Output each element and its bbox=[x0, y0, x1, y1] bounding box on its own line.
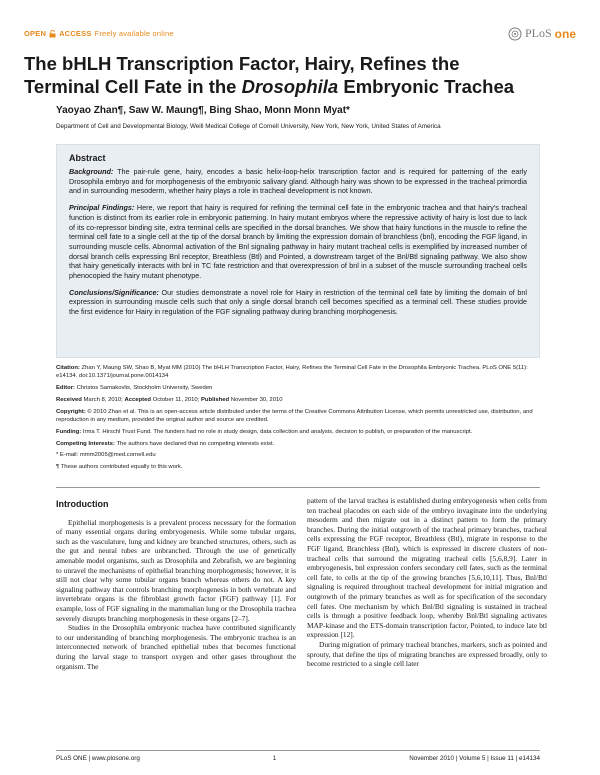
received-label: Received bbox=[56, 396, 82, 403]
editor-label: Editor: bbox=[56, 385, 75, 392]
citation bbox=[56, 364, 540, 381]
background-label: Background: bbox=[69, 167, 114, 176]
page-number: 1 bbox=[272, 755, 277, 762]
abstract-heading: Abstract bbox=[69, 153, 106, 163]
conclusions-text: Our studies demonstrate a novel role for Hairy in restriction of the terminal cell fate by limiting the domain of bnl expression in surrounding muscle cells such that only a single dorsal branch cell becomes specified as a terminal cell. These studies provide the first evidence for Hairy in regulation of the FGF signaling pathway during branching morphogenesis. bbox=[69, 287, 527, 317]
intro-paragraph-2: Studies in the Drosophila embryonic trachea have contributed significantly to our understanding of branching morphogenesis. The embryonic trachea is an interconnected network of branched epithelial tubes that becomes functional during the larval stage to transport oxygen and other gases throughout the organism. The bbox=[56, 623, 296, 671]
logo-plos-text: PLoS bbox=[524, 26, 552, 40]
journal-header bbox=[24, 26, 576, 44]
findings-text: Here, we report that hairy is required for refining the terminal cell fate in the embryonic trachea and that hairy's tracheal function is distinct from its earlier role in embryonic patterning. In hairy mutant embryos where the repressive activity of hairy is lost due to lack of its co-repressor binding site, extra terminal cells are specified in the dorsal branches. We show that hairy functions in the muscle to refine the terminal cell fate to a single cell at the tip of the dorsal branch by limiting the expression domain of branchless (bnl), encoding the FGF ligand, in surrounding muscle cells. Abnormal activation of the Bnl signaling pathway in hairy mutant tracheal cells is exemplified by increased number of dorsal branch cells expressing Bnl receptor, Breathless (Btl) and Pointed, a downstream target of the Bnl/Btl signaling pathway. We also show that hairy genetically interacts with bnl in TC fate restriction and that overexpression of bnl in a subset of the muscle surrounding tracheal cells phenocopied the hairy mutant phenotype. bbox=[69, 203, 527, 281]
dates bbox=[56, 396, 540, 404]
title-line-1: The bHLH Transcription Factor, Hairy, Refines the bbox=[24, 53, 460, 74]
accepted-label: Accepted bbox=[124, 396, 151, 403]
article-metadata bbox=[56, 364, 540, 475]
intro-paragraph-1: Epithelial morphogenesis is a prevalent process necessary for the formation of many essential organs during embryogenesis. While some tubular organs, such as the vasculature, lung and kidney are branched structures, others, such as the gut and neural tubes are unbranched. Through the use of genetically amenable model organisms, such as Drosophila and Zebrafish, we are beginning to unravel the mechanisms of epithelial branching morphogenesis; however, it is still not clear why some tubular organs branch whereas others do not. A key signaling pathway that controls branching morphogenesis in both vertebrate and invertebrate organs is the fibroblast growth factor (FGF) pathway [1]. For example, loss of FGF signaling in the mammalian lung or the Drosophila trachea severely disrupts branching morphogenesis in these organs [2–7]. bbox=[56, 517, 296, 623]
copyright-text: © 2010 Zhan et al. This is an open-access article distributed under the terms of the Creative Commons Attribution License, which permits unrestricted use, distribution, and reproduction in any medium, provided the original author and source are credited. bbox=[56, 408, 533, 423]
copyright-label: Copyright: bbox=[56, 408, 86, 415]
abstract-findings bbox=[69, 203, 527, 281]
findings-label: Principal Findings: bbox=[69, 203, 135, 213]
copyright bbox=[56, 408, 540, 425]
title-line-2-start: Terminal Cell Fate in the bbox=[24, 76, 242, 97]
footer-journal: PLoS ONE | www.plosone.org bbox=[56, 755, 140, 762]
title-species: Drosophila bbox=[241, 76, 339, 97]
published-date: November 30, 2010 bbox=[229, 396, 283, 403]
logo-one-text: one bbox=[554, 26, 576, 41]
author-affiliation: Department of Cell and Developmental Biology, Weill Medical College of Cornell University, New York, New York, United States of America bbox=[56, 123, 441, 130]
abstract-conclusions bbox=[69, 288, 527, 317]
title-line-2-end: Embryonic Trachea bbox=[338, 76, 515, 97]
conclusions-label: Conclusions/Significance: bbox=[69, 287, 159, 297]
editor-text: Christos Samakovlis, Stockholm University, Sweden bbox=[74, 385, 213, 392]
body-column-left bbox=[56, 500, 296, 671]
abstract-background bbox=[69, 167, 527, 196]
intro-paragraph-3: pattern of the larval trachea is established during embryogenesis when cells from ten tracheal placodes on each side of the embryo invaginate into the underlying mesoderm and then migrate out in a distinct pattern to form the primary branches. During the initial outgrowth of the tracheal primary branches, tracheal cells expressing the FGF receptor, Breathless (Btl), migrate in response to the FGF ligand, Branchless (Bnl), which is expressed in discrete clusters of non-tracheal cells that surround the migrating tracheal cells [5,6,8,9]. Later in embryogenesis, bnl expression confers secondary cell fates, such as the terminal cell fate, to cells at the tip of the growing branches [5,6,10,11]. Thus, Bnl/Btl signaling is required throughout tracheal development for initial migration and outgrowth of the primary branches as well as for specification of the secondary cell fates. One mechanism by which Bnl/Btl signaling is sustained in tracheal cells is through a positive feedback loop, whereby Bnl/Btl signaling activates MAP-kinase and the ETS-domain transcription factor, Pointed, to induce late btl expression [12]. bbox=[307, 496, 547, 640]
page-footer bbox=[56, 755, 540, 762]
plos-one-logo bbox=[508, 26, 576, 41]
received-date: March 8, 2010; bbox=[81, 396, 125, 403]
citation-label: Citation: bbox=[56, 365, 80, 371]
competing-text: The authors have declared that no competing interests exist. bbox=[114, 440, 275, 447]
open-label: OPEN bbox=[24, 29, 47, 38]
freely-available-label: Freely available online bbox=[94, 29, 174, 38]
plos-logo-icon bbox=[508, 27, 522, 41]
title-line-2 bbox=[24, 75, 580, 98]
editor bbox=[56, 384, 540, 392]
body-column-right bbox=[307, 496, 547, 669]
funding bbox=[56, 428, 540, 436]
accepted-date: October 11, 2010; bbox=[150, 396, 201, 403]
author-list: Yaoyao Zhan¶, Saw W. Maung¶, Bing Shao, Monn Monn Myat* bbox=[56, 105, 350, 116]
corresponding-email: * E-mail: mmm2005@med.cornell.edu bbox=[56, 452, 156, 459]
funding-label: Funding: bbox=[56, 428, 82, 435]
abstract-box bbox=[56, 144, 540, 358]
citation-text: Zhan Y, Maung SW, Shao B, Myat MM (2010) The bHLH Transcription Factor, Hairy, Refines the Terminal Cell Fate in the Drosophila Embryonic Trachea. PLoS ONE 5(11): e14134. doi:10.1371/journal.pone.0014134 bbox=[56, 365, 528, 380]
section-divider bbox=[56, 487, 540, 488]
article-title bbox=[24, 52, 580, 98]
background-text: The pair-rule gene, hairy, encodes a basic helix-loop-helix transcription factor and is required for patterning of the early Drosophila embryo and for morphogenesis of the embryonic salivary gland. Although hairy was shown to be expressed in the tracheal primordia and in surrounding mesoderm, whether hairy plays a role in tracheal development is not known. bbox=[69, 167, 527, 196]
intro-paragraph-4: During migration of primary tracheal branches, markers, such as pointed and sprouty, that define the tips of migrating branches are expressed broadly, only to become restricted to a single cell later bbox=[307, 639, 547, 669]
equal-contribution-note: ¶ These authors contributed equally to this work. bbox=[56, 464, 183, 471]
funding-text: Irma T. Hirschl Trust Fund. The funders had no role in study design, data collection and analysis, decision to publish, or preparation of the manuscript. bbox=[81, 428, 473, 435]
introduction-heading: Introduction bbox=[56, 499, 109, 509]
footer-divider bbox=[56, 750, 540, 751]
published-label: Published bbox=[200, 396, 230, 403]
footer-issue: November 2010 | Volume 5 | Issue 11 | e14134 bbox=[409, 755, 540, 762]
access-label: ACCESS bbox=[59, 29, 92, 38]
open-lock-icon bbox=[49, 30, 56, 38]
competing-label: Competing Interests: bbox=[56, 440, 115, 447]
competing-interests bbox=[56, 440, 540, 448]
open-access-badge bbox=[24, 29, 174, 38]
